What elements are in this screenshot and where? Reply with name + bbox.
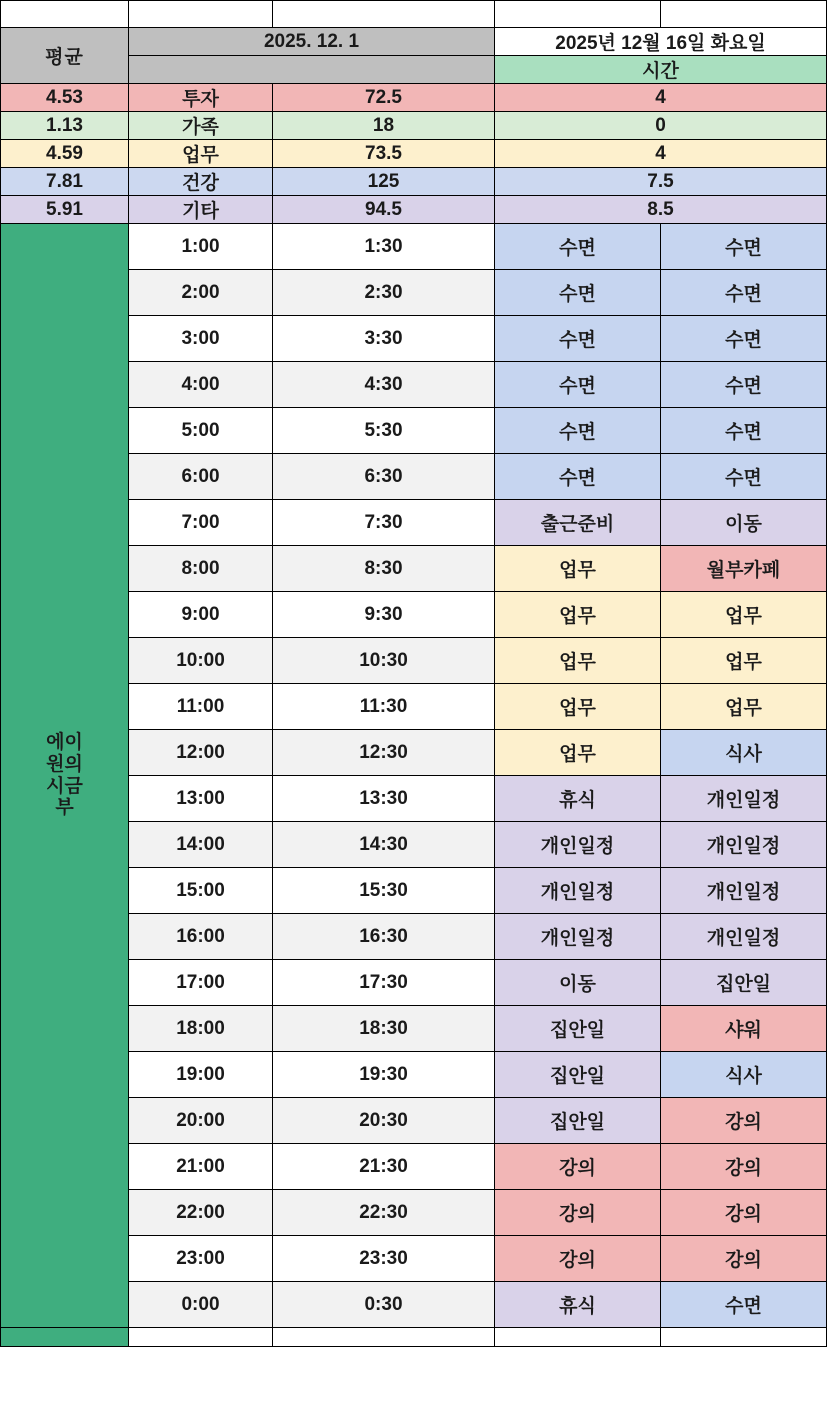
summary-avg-work: 4.59 bbox=[1, 140, 129, 168]
schedule-time-half: 14:30 bbox=[273, 822, 495, 868]
schedule-time-half: 5:30 bbox=[273, 408, 495, 454]
schedule-activity-first-half: 강의 bbox=[495, 1190, 661, 1236]
schedule-activity-first-half: 업무 bbox=[495, 684, 661, 730]
summary-value-family: 18 bbox=[273, 112, 495, 140]
schedule-activity-first-half: 수면 bbox=[495, 270, 661, 316]
schedule-time-half: 10:30 bbox=[273, 638, 495, 684]
bottom-strip-row bbox=[1, 1328, 827, 1347]
summary-category-health: 건강 bbox=[129, 168, 273, 196]
header-row-title bbox=[1, 28, 827, 56]
side-title-text: 에이원의 시금부 bbox=[46, 731, 83, 819]
schedule-time-start: 21:00 bbox=[129, 1144, 273, 1190]
schedule-time-half: 12:30 bbox=[273, 730, 495, 776]
schedule-time-half: 15:30 bbox=[273, 868, 495, 914]
summary-today-etc: 8.5 bbox=[495, 196, 827, 224]
schedule-time-half: 4:30 bbox=[273, 362, 495, 408]
schedule-activity-second-half: 수면 bbox=[661, 316, 827, 362]
schedule-activity-first-half: 이동 bbox=[495, 960, 661, 1006]
schedule-activity-first-half: 수면 bbox=[495, 316, 661, 362]
schedule-activity-first-half: 업무 bbox=[495, 730, 661, 776]
schedule-time-start: 20:00 bbox=[129, 1098, 273, 1144]
summary-avg-family: 1.13 bbox=[1, 112, 129, 140]
schedule-activity-first-half: 집안일 bbox=[495, 1006, 661, 1052]
schedule-time-half: 11:30 bbox=[273, 684, 495, 730]
schedule-time-half: 2:30 bbox=[273, 270, 495, 316]
summary-value-invest: 72.5 bbox=[273, 84, 495, 112]
summary-today-invest: 4 bbox=[495, 84, 827, 112]
schedule-activity-first-half: 휴식 bbox=[495, 776, 661, 822]
schedule-time-start: 2:00 bbox=[129, 270, 273, 316]
schedule-activity-first-half: 수면 bbox=[495, 454, 661, 500]
schedule-activity-first-half: 수면 bbox=[495, 408, 661, 454]
schedule-time-half: 7:30 bbox=[273, 500, 495, 546]
schedule-time-half: 21:30 bbox=[273, 1144, 495, 1190]
schedule-time-start: 12:00 bbox=[129, 730, 273, 776]
schedule-activity-second-half: 수면 bbox=[661, 454, 827, 500]
schedule-time-half: 23:30 bbox=[273, 1236, 495, 1282]
schedule-time-half: 19:30 bbox=[273, 1052, 495, 1098]
schedule-activity-first-half: 출근준비 bbox=[495, 500, 661, 546]
schedule-activity-second-half: 식사 bbox=[661, 730, 827, 776]
schedule-time-half: 9:30 bbox=[273, 592, 495, 638]
schedule-time-start: 7:00 bbox=[129, 500, 273, 546]
schedule-activity-second-half: 수면 bbox=[661, 408, 827, 454]
schedule-activity-second-half: 업무 bbox=[661, 592, 827, 638]
schedule-activity-second-half: 업무 bbox=[661, 684, 827, 730]
schedule-activity-second-half: 강의 bbox=[661, 1190, 827, 1236]
summary-today-work: 4 bbox=[495, 140, 827, 168]
schedule-activity-first-half: 업무 bbox=[495, 638, 661, 684]
header-date-label: 2025. 12. 1 bbox=[129, 28, 495, 56]
schedule-time-start: 22:00 bbox=[129, 1190, 273, 1236]
schedule-time-start: 23:00 bbox=[129, 1236, 273, 1282]
schedule-time-half: 17:30 bbox=[273, 960, 495, 1006]
schedule-activity-second-half: 수면 bbox=[661, 224, 827, 270]
summary-row-health bbox=[1, 168, 827, 196]
side-title-cell bbox=[1, 224, 129, 1328]
schedule-time-half: 3:30 bbox=[273, 316, 495, 362]
header-time-label: 시간 bbox=[495, 56, 827, 84]
summary-avg-etc: 5.91 bbox=[1, 196, 129, 224]
summary-today-health: 7.5 bbox=[495, 168, 827, 196]
schedule-time-start: 1:00 bbox=[129, 224, 273, 270]
schedule-time-start: 0:00 bbox=[129, 1282, 273, 1328]
schedule-time-start: 5:00 bbox=[129, 408, 273, 454]
schedule-activity-second-half: 수면 bbox=[661, 270, 827, 316]
schedule-activity-second-half: 개인일정 bbox=[661, 776, 827, 822]
schedule-activity-second-half: 식사 bbox=[661, 1052, 827, 1098]
schedule-activity-second-half: 개인일정 bbox=[661, 822, 827, 868]
schedule-activity-second-half: 월부카페 bbox=[661, 546, 827, 592]
schedule-time-start: 10:00 bbox=[129, 638, 273, 684]
schedule-time-start: 15:00 bbox=[129, 868, 273, 914]
schedule-time-half: 20:30 bbox=[273, 1098, 495, 1144]
summary-today-family: 0 bbox=[495, 112, 827, 140]
schedule-activity-second-half: 강의 bbox=[661, 1144, 827, 1190]
schedule-time-start: 3:00 bbox=[129, 316, 273, 362]
schedule-activity-second-half: 강의 bbox=[661, 1098, 827, 1144]
bottom-strip-cell-4 bbox=[495, 1328, 661, 1347]
header-average-label: 평균 bbox=[1, 28, 129, 84]
schedule-activity-first-half: 강의 bbox=[495, 1144, 661, 1190]
schedule-time-start: 11:00 bbox=[129, 684, 273, 730]
bottom-strip-cell-3 bbox=[273, 1328, 495, 1347]
schedule-time-start: 16:00 bbox=[129, 914, 273, 960]
schedule-activity-second-half: 개인일정 bbox=[661, 914, 827, 960]
schedule-time-half: 22:30 bbox=[273, 1190, 495, 1236]
summary-avg-invest: 4.53 bbox=[1, 84, 129, 112]
top-strip-cell-3 bbox=[273, 1, 495, 28]
summary-row-family bbox=[1, 112, 827, 140]
schedule-activity-second-half: 집안일 bbox=[661, 960, 827, 1006]
summary-category-etc: 기타 bbox=[129, 196, 273, 224]
summary-category-family: 가족 bbox=[129, 112, 273, 140]
top-strip-cell-4 bbox=[495, 1, 661, 28]
schedule-time-start: 13:00 bbox=[129, 776, 273, 822]
schedule-activity-first-half: 개인일정 bbox=[495, 914, 661, 960]
schedule-activity-first-half: 개인일정 bbox=[495, 868, 661, 914]
schedule-activity-second-half: 개인일정 bbox=[661, 868, 827, 914]
schedule-activity-second-half: 강의 bbox=[661, 1236, 827, 1282]
summary-value-work: 73.5 bbox=[273, 140, 495, 168]
schedule-activity-first-half: 휴식 bbox=[495, 1282, 661, 1328]
schedule-activity-second-half: 수면 bbox=[661, 362, 827, 408]
schedule-time-half: 8:30 bbox=[273, 546, 495, 592]
summary-value-etc: 94.5 bbox=[273, 196, 495, 224]
summary-row-invest bbox=[1, 84, 827, 112]
schedule-activity-second-half: 수면 bbox=[661, 1282, 827, 1328]
schedule-activity-second-half: 샤워 bbox=[661, 1006, 827, 1052]
summary-row-work bbox=[1, 140, 827, 168]
schedule-activity-first-half: 집안일 bbox=[495, 1052, 661, 1098]
schedule-activity-first-half: 업무 bbox=[495, 546, 661, 592]
schedule-activity-first-half: 집안일 bbox=[495, 1098, 661, 1144]
schedule-time-half: 18:30 bbox=[273, 1006, 495, 1052]
bottom-strip-cell-2 bbox=[129, 1328, 273, 1347]
schedule-time-start: 4:00 bbox=[129, 362, 273, 408]
table-body bbox=[1, 1, 827, 1347]
schedule-activity-first-half: 수면 bbox=[495, 224, 661, 270]
schedule-activity-first-half: 업무 bbox=[495, 592, 661, 638]
schedule-activity-second-half: 이동 bbox=[661, 500, 827, 546]
schedule-time-half: 16:30 bbox=[273, 914, 495, 960]
top-strip-row bbox=[1, 1, 827, 28]
summary-category-invest: 투자 bbox=[129, 84, 273, 112]
schedule-row bbox=[1, 224, 827, 270]
schedule-time-start: 18:00 bbox=[129, 1006, 273, 1052]
top-strip-cell-2 bbox=[129, 1, 273, 28]
schedule-activity-first-half: 개인일정 bbox=[495, 822, 661, 868]
summary-row-etc bbox=[1, 196, 827, 224]
schedule-time-start: 17:00 bbox=[129, 960, 273, 1006]
schedule-time-start: 14:00 bbox=[129, 822, 273, 868]
summary-avg-health: 7.81 bbox=[1, 168, 129, 196]
schedule-activity-second-half: 업무 bbox=[661, 638, 827, 684]
schedule-time-start: 9:00 bbox=[129, 592, 273, 638]
schedule-activity-first-half: 강의 bbox=[495, 1236, 661, 1282]
schedule-time-start: 8:00 bbox=[129, 546, 273, 592]
summary-value-health: 125 bbox=[273, 168, 495, 196]
schedule-time-start: 19:00 bbox=[129, 1052, 273, 1098]
schedule-time-half: 0:30 bbox=[273, 1282, 495, 1328]
schedule-time-half: 6:30 bbox=[273, 454, 495, 500]
header-date-subtitle bbox=[129, 56, 495, 84]
schedule-activity-first-half: 수면 bbox=[495, 362, 661, 408]
schedule-time-half: 1:30 bbox=[273, 224, 495, 270]
bottom-strip-cell-1 bbox=[1, 1328, 129, 1347]
header-weekday-label: 2025년 12월 16일 화요일 bbox=[495, 28, 827, 56]
schedule-time-half: 13:30 bbox=[273, 776, 495, 822]
bottom-strip-cell-5 bbox=[661, 1328, 827, 1347]
schedule-time-start: 6:00 bbox=[129, 454, 273, 500]
top-strip-cell-1 bbox=[1, 1, 129, 28]
top-strip-cell-5 bbox=[661, 1, 827, 28]
summary-category-work: 업무 bbox=[129, 140, 273, 168]
